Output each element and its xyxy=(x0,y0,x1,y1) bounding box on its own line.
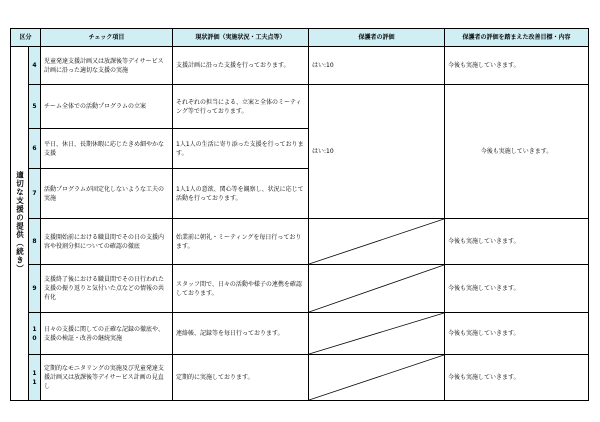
category-label: 適切な支援の提供（続き） xyxy=(15,171,25,273)
improvement-goal: 今後も実施していきます。 xyxy=(445,355,589,401)
table-row xyxy=(11,85,589,129)
table-row xyxy=(11,219,589,265)
table-row xyxy=(11,355,589,401)
check-item: 支援終了後における職員間でその日行われた支援の振り返りと気付いた点などの情報の共有化 xyxy=(41,265,173,313)
diagonal-slash-icon xyxy=(309,355,444,400)
diagonal-slash-icon xyxy=(309,219,444,264)
row-number: 4 xyxy=(29,47,41,85)
improvement-goal: 今後も実施していきます。 xyxy=(445,265,589,313)
table-row xyxy=(11,313,589,355)
row-number: 10 xyxy=(29,313,41,355)
not-applicable-cell xyxy=(309,265,445,313)
header-improvement: 保護者の評価を踏まえた改善目標・内容 xyxy=(445,29,589,47)
diagonal-slash-icon xyxy=(309,265,444,312)
status-text: 支援計画に沿った支援を行っております。 xyxy=(173,47,309,85)
check-item: 支援開始前における職員間でその日の支援内容や役割分担についての確認の徹底 xyxy=(41,219,173,265)
category-cell xyxy=(11,47,29,401)
improvement-goal: 今後も実施していきます。 xyxy=(445,47,589,85)
header-status: 現状評価（実施状況・工夫点等） xyxy=(173,29,309,47)
diagonal-slash-icon xyxy=(309,313,444,354)
guardian-eval-merged: はい:10 xyxy=(309,85,445,219)
check-item: 平日、休日、長期休暇に応じたきめ細やかな支援 xyxy=(41,129,173,169)
not-applicable-cell xyxy=(309,355,445,401)
guardian-eval: はい:10 xyxy=(309,47,445,85)
not-applicable-cell xyxy=(309,219,445,265)
row-number: 9 xyxy=(29,265,41,313)
header-category: 区分 xyxy=(11,29,41,47)
header-row xyxy=(11,29,589,47)
check-item: 児童発達支援計画又は放課後等デイサービス計画に沿った適切な支援の実施 xyxy=(41,47,173,85)
row-number: 11 xyxy=(29,355,41,401)
improvement-goal: 今後も実施していきます。 xyxy=(445,313,589,355)
status-text: 定期的に実施しております。 xyxy=(173,355,309,401)
status-text: それぞれの担当による、立案と全体のミーティング等で行っております。 xyxy=(173,85,309,129)
evaluation-sheet xyxy=(10,28,588,420)
not-applicable-cell xyxy=(309,313,445,355)
row-number: 7 xyxy=(29,169,41,219)
check-item: チーム全体での活動プログラムの立案 xyxy=(41,85,173,129)
status-text: 1人1人の生活に寄り添った支援を行っております。 xyxy=(173,129,309,169)
improvement-goal-merged: 今後も実施していきます。 xyxy=(445,85,589,219)
table-row xyxy=(11,265,589,313)
header-check-item: チェック項目 xyxy=(41,29,173,47)
evaluation-table xyxy=(10,28,589,401)
row-number: 8 xyxy=(29,219,41,265)
status-text: 始業前に朝礼・ミーティングを毎日行っております。 xyxy=(173,219,309,265)
header-guardian-eval: 保護者の評価 xyxy=(309,29,445,47)
status-text: 連絡帳、記録等を毎日行っております。 xyxy=(173,313,309,355)
row-number: 5 xyxy=(29,85,41,129)
check-item: 活動プログラムが固定化しないような工夫の実施 xyxy=(41,169,173,219)
row-number: 6 xyxy=(29,129,41,169)
check-item: 日々の支援に関しての正確な記録の徹底や、支援の検証・改善の継続実施 xyxy=(41,313,173,355)
check-item: 定期的なモニタリングの実施及び児童発達支援計画又は放課後等デイサービス計画の見直し xyxy=(41,355,173,401)
status-text: スタッフ間で、日々の活動や様子の連携を確認しております。 xyxy=(173,265,309,313)
improvement-goal: 今後も実施していきます。 xyxy=(445,219,589,265)
table-row xyxy=(11,47,589,85)
status-text: 1人1人の意欲、関心等を観察し、状況に応じて活動を行っております。 xyxy=(173,169,309,219)
